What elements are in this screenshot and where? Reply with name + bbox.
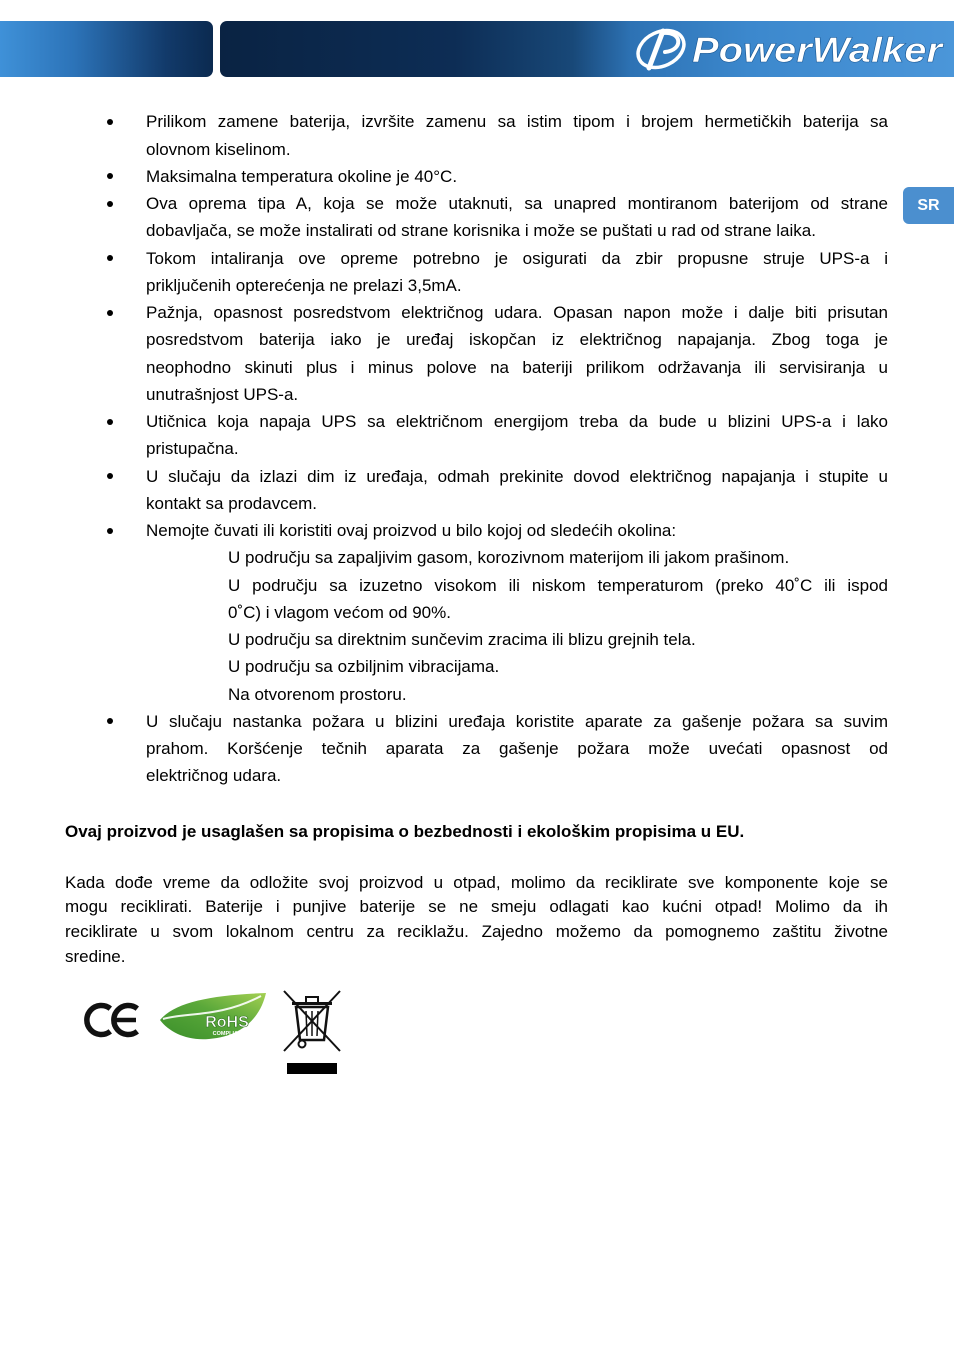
sub-item-line: U području sa ozbiljnim vibracijama. [228,657,500,677]
header-left-block [0,21,213,77]
bullet-item-line: neophodno skinuti plus i minus polove na bateriji prilikom održavanja ili servisiranja u [146,357,888,377]
rohs-compliant-icon [157,990,269,1042]
bullet-icon [107,528,113,534]
sub-item [0,681,954,708]
bullet-item-line: Nemojte čuvati ili koristiti ovaj proizvod u bilo kojoj od sledećih okolina: [146,521,677,541]
bullet-item-line: priključenih opterećenja ne prelazi 3,5mA. [146,275,462,295]
rohs-sub-lettering: COMPLIANT [212,1031,246,1037]
bullet-item-line: U slučaju nastanka požara u blizini uređaja koristite aparate za gašenje požara sa suvim [146,711,888,731]
sub-item [0,572,954,627]
bullet-item-line: Pažnja, opasnost posredstvom električnog udara. Opasan napon može i dalje biti prisutan [146,303,888,323]
sub-item-line: U području sa direktnim sunčevim zracima ili blizu grejnih tela. [228,630,696,650]
bullet-icon [107,201,113,207]
bullet-item [0,190,954,245]
bullet-item-line: posredstvom baterija iako je uređaj iskopčan iz električnog napajanja. Zbog toga je [146,330,888,350]
bullet-item [0,463,954,518]
bullet-item [0,708,954,790]
bullet-icon [107,310,113,316]
ce-mark-icon [84,999,144,1041]
language-tab: SR [903,187,954,224]
bullet-icon [107,119,113,125]
bullet-item-line: Maksimalna temperatura okoline je 40°C. [146,166,458,186]
powerwalker-swoosh-icon [632,23,690,74]
bullet-item [0,108,954,163]
bullet-item-line: Prilikom zamene baterija, izvršite zamenu sa istim tipom i brojem hermetičkih baterija sa [146,112,888,132]
bullet-item [0,245,954,300]
sub-item-line: 0˚C) i vlagom većom od 90%. [228,602,451,622]
bullet-icon [107,419,113,425]
rohs-lettering: RoHS [205,1014,249,1031]
bullet-icon [107,718,113,724]
sub-item-line: U području sa zapaljivim gasom, korozivnom materijom ili jakom prašinom. [228,548,790,568]
bin-wheel [299,1041,306,1048]
bullet-item-line: pristupačna. [146,439,239,459]
bullet-item [0,408,954,463]
bullet-icon [107,255,113,261]
bullet-item-line: olovnom kiselinom. [146,139,291,159]
brand-name: PowerWalker [692,31,945,70]
weee-crossed-bin-icon [280,988,344,1076]
weee-bar [287,1063,337,1074]
compliance-statement: Ovaj proizvod je usaglašen sa propisima o bezbednosti i ekološkim propisima u EU. [65,822,745,841]
bullet-item-line: Ova oprema tipa A, koja se može utaknuti, sa unapred montiranom baterijom od strane [146,194,888,214]
bullet-item-line: Tokom intaliranja ove opreme potrebno je osigurati da zbir propusne struje UPS-a i [146,248,888,268]
paragraph-line: sredine. [65,946,126,966]
bullet-item [0,299,954,408]
paragraph-line: Kada dođe vreme da odložite svoj proizvod u otpad, molimo da reciklirate sve komponente koje se [65,872,888,892]
safety-instructions-list [0,108,954,789]
brand-logo [630,23,948,75]
ce-c-shape [87,1006,110,1035]
sub-item [0,544,954,571]
bin-ribs [306,1011,318,1036]
bullet-item-line: električnog udara. [146,766,282,786]
bullet-item [0,163,954,190]
sub-item [0,653,954,680]
sub-item-line: Na otvorenom prostoru. [228,684,407,704]
bullet-item-line: Utičnica koja napaja UPS sa električnom energijom treba da bude u blizini UPS-a i lako [146,412,888,432]
bullet-item-line: kontakt sa prodavcem. [146,493,318,513]
bin-handle [306,997,318,1002]
paragraph-line: mogu reciklirati. Baterije i punjive baterije se ne smeju odlagati kao kućni otpad! Molimo da ih [65,897,888,917]
bullet-icon [107,473,113,479]
bullet-item-line: prahom. Koršćenje tečnih aparata za gašenje požara može uvećati opasnost od [146,739,888,759]
paragraph-line: reciklirate u svom lokalnom centru za reciklažu. Zajedno možemo da pomognemo zaštitu životne [65,922,888,941]
bullet-item-line: dobavljača, se može instalirati od strane korisnika i može se puštati u rad od strane laika. [146,221,816,241]
bin-cross [284,991,340,1051]
bullet-item-line: unutrašnjost UPS-a. [146,384,299,404]
bullet-item-line: U slučaju da izlazi dim iz uređaja, odmah prekinite dovod električnog napajanja i stupite u [146,466,888,486]
bullet-item [0,517,954,708]
recycling-paragraph [65,871,888,970]
sub-item-line: U području sa izuzetno visokom ili niskom temperaturom (preko 40˚C ili ispod [228,575,888,595]
sub-item [0,626,954,653]
bullet-icon [107,173,113,179]
